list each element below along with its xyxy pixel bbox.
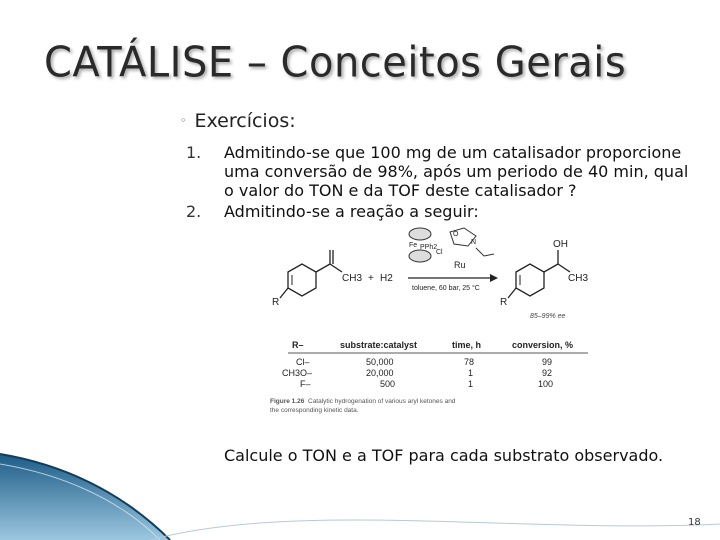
catalyst-o-label: O — [453, 231, 459, 238]
table-cell: 92 — [542, 368, 553, 378]
table-cell: 1 — [468, 379, 474, 389]
table-cell: 50,000 — [366, 357, 394, 367]
closing-instruction: Calcule o TON e a TOF para cada substrato observado. — [224, 446, 664, 465]
item-2-number: 2. — [186, 202, 202, 221]
table-cell: CH3O– — [282, 368, 313, 378]
product-oh-label: OH — [553, 239, 568, 250]
table-cell: F– — [300, 379, 311, 389]
catalyst-cl-label: Cl — [436, 249, 443, 256]
table-header-conversion: conversion, % — [512, 340, 574, 350]
plus-sign: + — [368, 273, 374, 284]
item-1-line-2: uma conversão de 98%, após um periodo de 40 min, qual — [224, 162, 689, 181]
ferrocene-bottom-ring — [409, 250, 431, 262]
table-cell: 500 — [380, 379, 396, 389]
page-number: 18 — [688, 517, 701, 528]
table-cell: 100 — [538, 379, 554, 389]
item-1-line-1: Admitindo-se que 100 mg de um catalisador proporcione — [224, 143, 682, 162]
ferrocene-top-ring — [409, 228, 431, 240]
slide-title: CATÁLISE – Conceitos Gerais — [44, 38, 627, 88]
reactant-methyl-bond — [330, 264, 342, 272]
catalyst-ru-label: Ru — [454, 260, 466, 270]
table-header-time: time, h — [452, 340, 482, 350]
wave-fill — [0, 454, 170, 540]
conditions-label: toluene, 60 bar, 25 °C — [412, 285, 480, 292]
caption-label: Figure 1.26 — [270, 398, 305, 405]
reactant-r-bond — [280, 288, 288, 298]
exercise-item-1 — [224, 143, 688, 200]
table-header-r: R– — [292, 340, 304, 350]
decorative-wave — [0, 440, 720, 540]
catalyst-substituent-bond — [476, 248, 484, 256]
reaction-arrowhead — [490, 274, 498, 282]
catalyst-isopropyl-bond — [484, 254, 494, 256]
bullet-exercicios — [180, 110, 296, 132]
table-cell: 78 — [464, 357, 475, 367]
bullet-label: Exercícios: — [194, 110, 296, 132]
item-2-line-1: Admitindo-se a reação a seguir: — [224, 202, 479, 221]
table-cell: 20,000 — [366, 368, 394, 378]
table-cell: 1 — [468, 368, 474, 378]
item-1-line-3: o valor do TON e da TOF deste catalisador ? — [224, 181, 577, 200]
table-cell: 99 — [542, 357, 553, 367]
ee-label: 85–99% ee — [530, 313, 566, 320]
table-cell: Cl– — [296, 357, 310, 367]
catalyst-n-label: N — [471, 239, 477, 246]
caption-line-2: the corresponding kinetic data. — [270, 407, 359, 414]
catalyst-pph2-label: PPh2 — [420, 244, 438, 251]
product-ch3-label: CH3 — [568, 273, 589, 284]
catalyst-fe-label: Fe — [409, 242, 418, 249]
product-chiral-bond — [544, 264, 558, 272]
h2-label: H2 — [380, 273, 393, 284]
product-methyl-bond — [558, 264, 570, 272]
product-r-label: R — [500, 297, 508, 308]
wave-thin-line — [150, 520, 720, 540]
reactant-ch3-label: CH3 — [342, 273, 363, 284]
reaction-figure — [268, 222, 598, 418]
reactant-r-label: R — [272, 297, 280, 308]
reactant-carbonyl-bond — [316, 264, 330, 272]
caption-line-1: Catalytic hydrogenation of various aryl ketones and — [308, 398, 456, 405]
product-r-bond — [508, 288, 516, 298]
item-1-number: 1. — [186, 143, 202, 162]
table-header-ratio: substrate:catalyst — [340, 340, 418, 350]
exercise-item-2 — [224, 202, 479, 221]
bullet-ring-icon: ◦ — [180, 114, 187, 127]
